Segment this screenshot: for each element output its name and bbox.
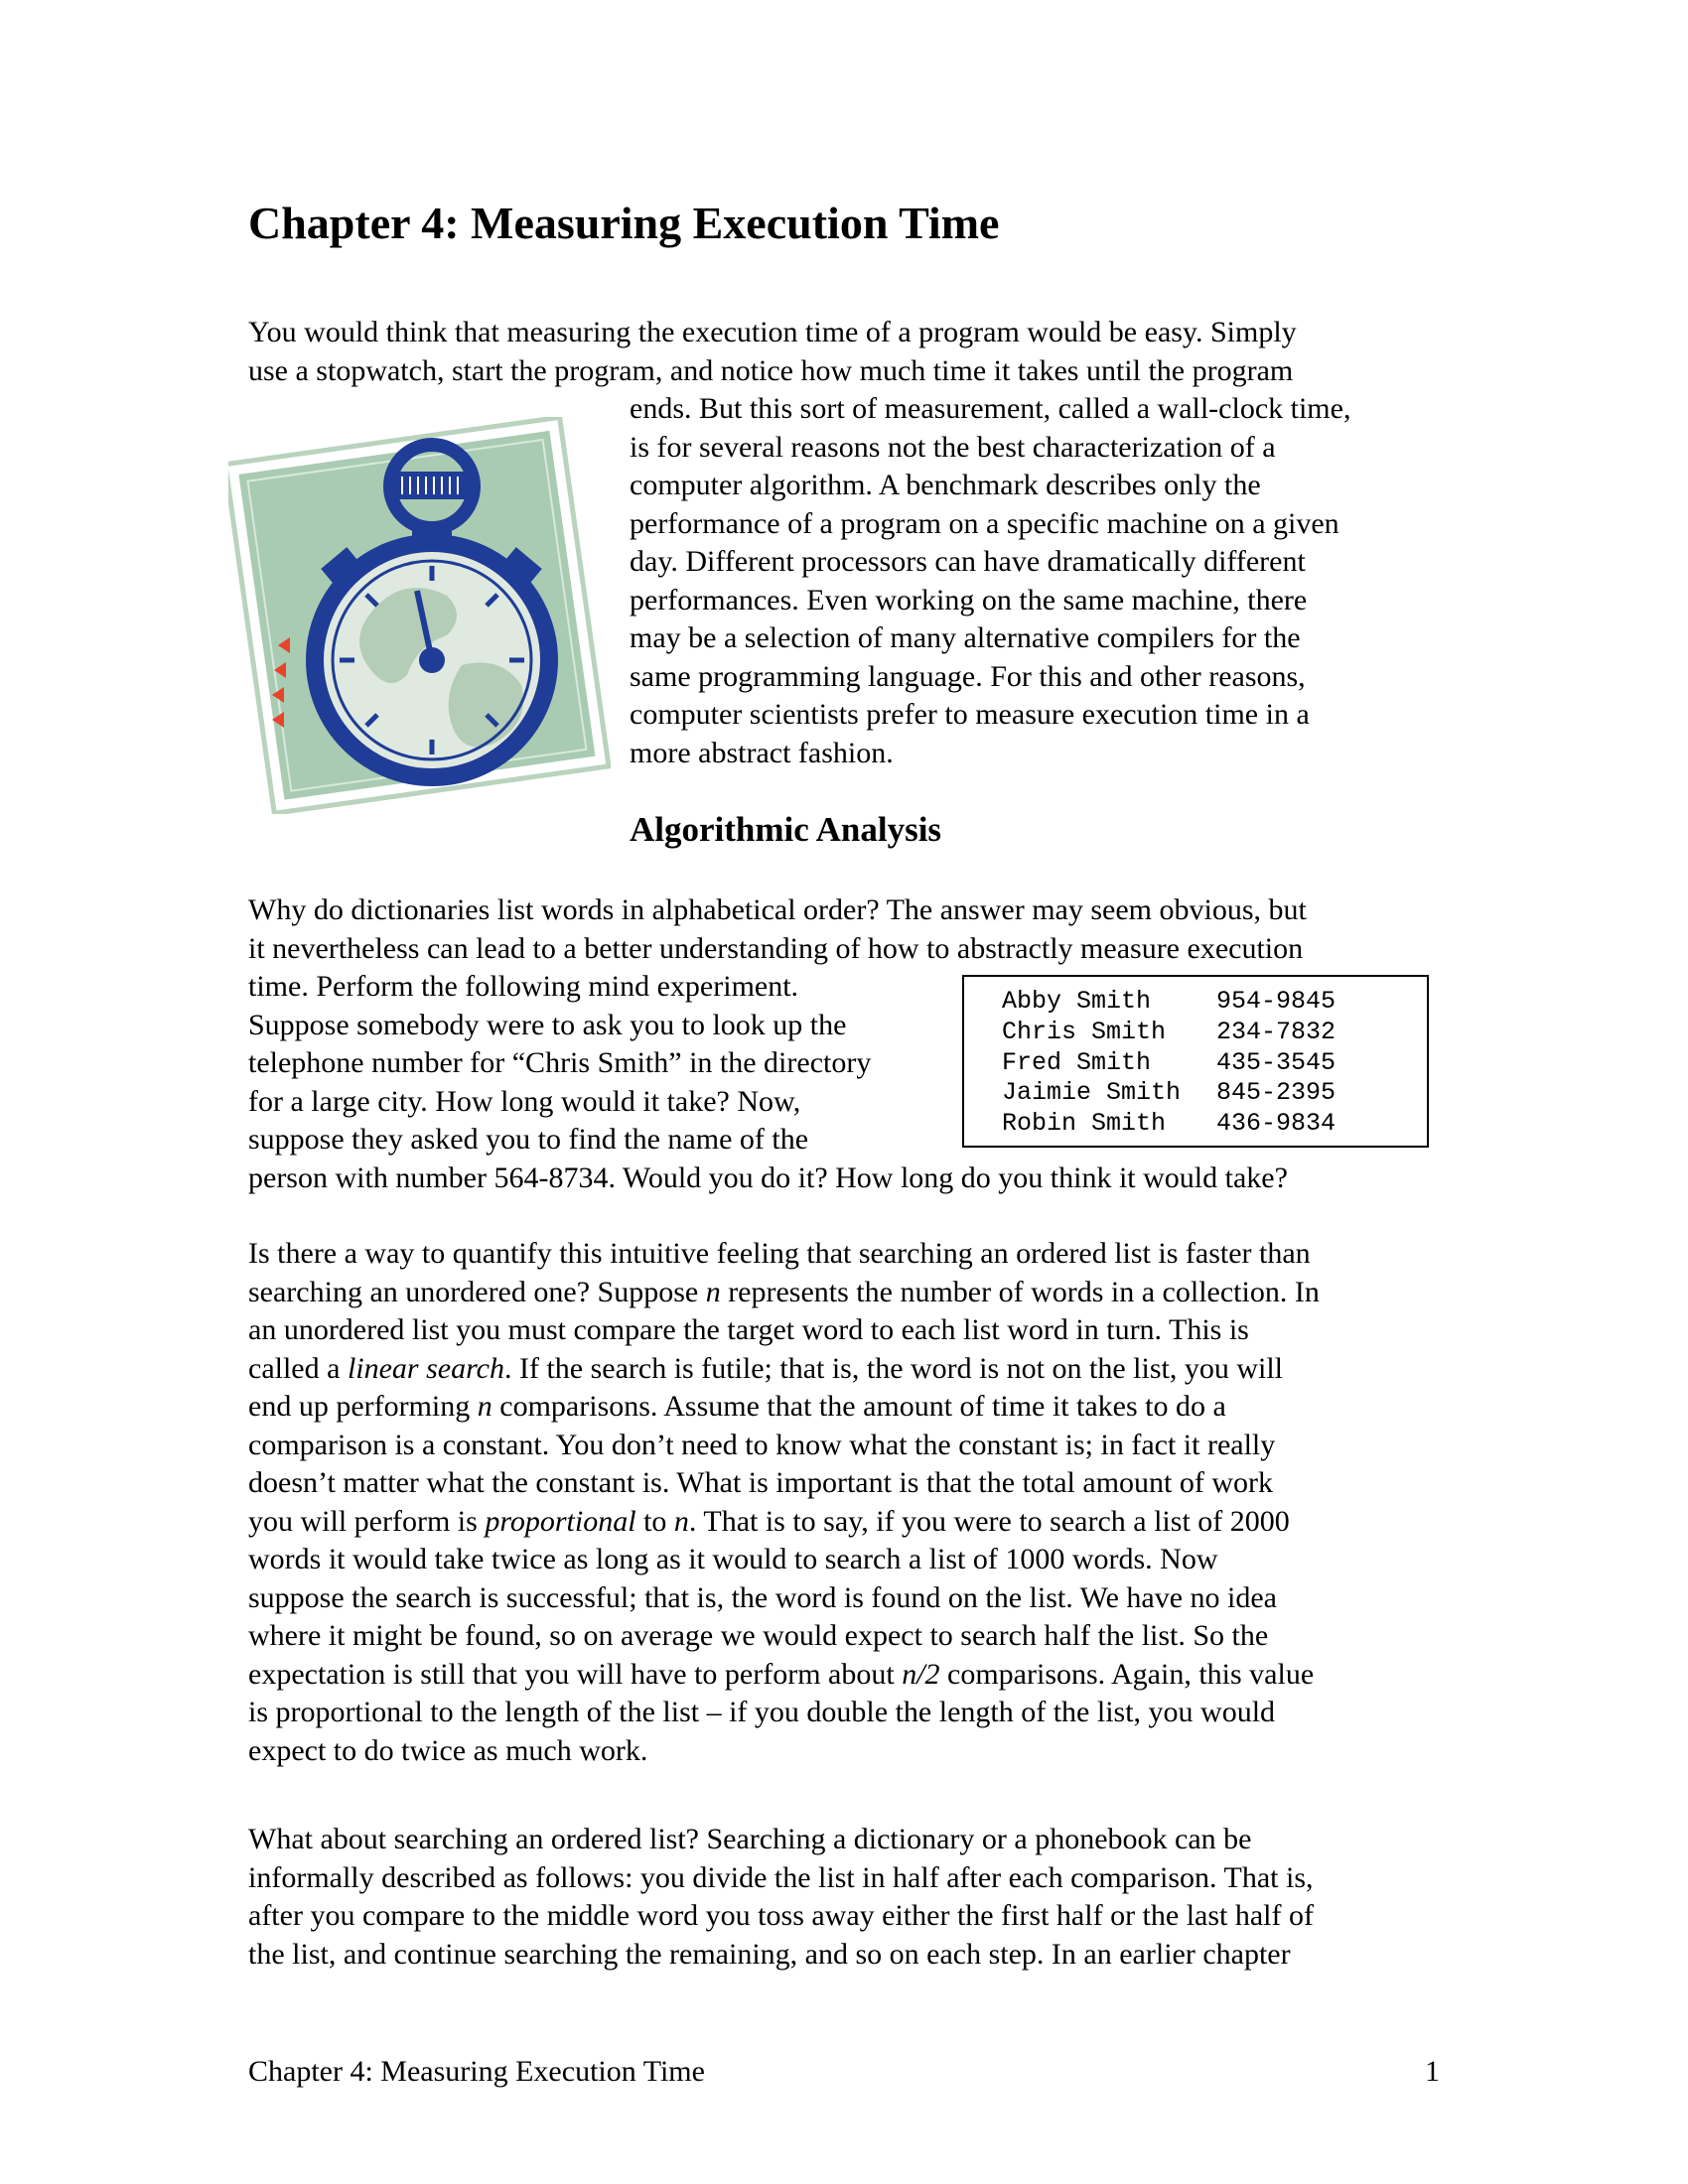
- ordered-search-paragraph: [248, 1821, 1314, 1974]
- dictionary-paragraph-side: [248, 968, 871, 1160]
- text-line: time. Perform the following mind experiment.: [248, 970, 799, 1003]
- text-line: computer scientists prefer to measure execution time in a: [630, 698, 1310, 731]
- text-segment: expectation is still that you will have to perform about: [248, 1657, 903, 1691]
- section-heading: Algorithmic Analysis: [630, 810, 942, 849]
- emphasized-term: n: [673, 1504, 689, 1538]
- phonebook-number: 435-3545: [1216, 1047, 1336, 1077]
- text-line: performance of a program on a specific machine on a given: [630, 506, 1339, 540]
- phonebook-row: [1002, 1048, 1427, 1079]
- text-line: Suppose somebody were to ask you to look up the: [248, 1008, 847, 1041]
- phonebook-row: [1002, 1109, 1427, 1140]
- text-line: use a stopwatch, start the program, and notice how much time it takes until the program: [248, 353, 1294, 387]
- text-segment: end up performing: [248, 1390, 478, 1423]
- text-segment: Is there a way to quantify this intuitive feeling that searching an ordered list is faster than: [248, 1237, 1311, 1270]
- text-segment: expect to do twice as much work.: [248, 1733, 648, 1767]
- phonebook-name: Chris Smith: [1002, 1017, 1167, 1046]
- text-line: [248, 1541, 1320, 1579]
- text-segment: you will perform is: [248, 1504, 486, 1538]
- text-line: [248, 1464, 1320, 1503]
- emphasized-term: n/2: [902, 1657, 940, 1691]
- phonebook-number: 845-2395: [1216, 1078, 1336, 1108]
- page-number: 1: [1425, 2055, 1440, 2088]
- phonebook-row: [1002, 987, 1427, 1018]
- text-line: is for several reasons not the best characterization of a: [630, 430, 1276, 464]
- text-line: more abstract fashion.: [630, 736, 894, 769]
- text-segment: words it would take twice as long as it would to search a list of 1000 words. Now: [248, 1543, 1218, 1575]
- text-line: [248, 1694, 1320, 1732]
- phonebook-number: 954-9845: [1216, 987, 1336, 1016]
- emphasized-term: n: [477, 1390, 492, 1423]
- text-line: ends. But this sort of measurement, called a wall-clock time,: [630, 392, 1351, 425]
- text-line: computer algorithm. A benchmark describes only the: [630, 469, 1261, 501]
- text-segment: comparisons. Assume that the amount of time it takes to do a: [492, 1390, 1226, 1423]
- text-line: [248, 1311, 1320, 1350]
- text-line: [248, 1617, 1320, 1656]
- dictionary-paragraph-bottom: [248, 1160, 1288, 1198]
- phonebook-table: [962, 975, 1429, 1148]
- linear-search-paragraph: [248, 1235, 1320, 1770]
- emphasized-term: proportional: [485, 1504, 636, 1538]
- text-line: it nevertheless can lead to a better understanding of how to abstractly measure execution: [248, 931, 1304, 965]
- phonebook-name: Jaimie Smith: [1002, 1078, 1182, 1108]
- text-line: day. Different processors can have dramatically different: [630, 545, 1306, 578]
- text-line: [248, 1503, 1320, 1542]
- text-line: after you compare to the middle word you toss away either the first half or the last half of: [248, 1899, 1314, 1932]
- text-line: [248, 1388, 1320, 1427]
- stopwatch-globe-icon: [228, 417, 611, 814]
- footer-chapter-title: Chapter 4: Measuring Execution Time: [248, 2055, 705, 2088]
- emphasized-term: linear search: [347, 1351, 504, 1385]
- text-line: [248, 1427, 1320, 1465]
- text-line: suppose they asked you to find the name of the: [248, 1123, 809, 1156]
- phonebook-number: 234-7832: [1216, 1017, 1336, 1046]
- text-line: [248, 1350, 1320, 1389]
- text-line: telephone number for “Chris Smith” in the directory: [248, 1046, 872, 1079]
- chapter-title: Chapter 4: Measuring Execution Time: [248, 198, 1000, 248]
- text-segment: . That is to say, if you were to search a list of 2000: [688, 1504, 1290, 1538]
- phonebook-name: Abby Smith: [1002, 987, 1152, 1016]
- text-segment: searching an unordered one? Suppose: [248, 1275, 706, 1308]
- text-line: for a large city. How long would it take? Now,: [248, 1084, 801, 1118]
- text-line: [248, 1656, 1320, 1695]
- phonebook-number: 436-9834: [1216, 1109, 1336, 1139]
- phonebook-row: [1002, 1018, 1427, 1048]
- text-line: informally described as follows: you divide the list in half after each comparison. That is,: [248, 1860, 1314, 1894]
- text-line: the list, and continue searching the remaining, and so on each step. In an earlier chapter: [248, 1937, 1291, 1971]
- text-segment: . If the search is futile; that is, the word is not on the list, you will: [503, 1351, 1284, 1385]
- text-segment: doesn’t matter what the constant is. What is important is that the total amount of work: [248, 1466, 1274, 1499]
- text-line: [248, 1235, 1320, 1274]
- text-line: You would think that measuring the execution time of a program would be easy. Simply: [248, 316, 1297, 348]
- text-segment: an unordered list you must compare the target word to each list word in turn. This is: [248, 1313, 1249, 1346]
- intro-paragraph-side: [630, 390, 1350, 772]
- text-line: [248, 1732, 1320, 1771]
- text-line: What about searching an ordered list? Searching a dictionary or a phonebook can be: [248, 1823, 1252, 1855]
- text-segment: to: [635, 1504, 674, 1538]
- phonebook-name: Robin Smith: [1002, 1109, 1167, 1139]
- text-line: [248, 1579, 1320, 1618]
- text-segment: comparison is a constant. You don’t need to know what the constant is; in fact it really: [248, 1428, 1276, 1461]
- text-segment: suppose the search is successful; that is, the word is found on the list. We have no idea: [248, 1580, 1277, 1614]
- intro-paragraph-top: [248, 314, 1297, 390]
- text-segment: comparisons. Again, this value: [939, 1657, 1315, 1691]
- phonebook-row: [1002, 1078, 1427, 1109]
- dictionary-paragraph-top: [248, 891, 1307, 968]
- emphasized-term: n: [705, 1275, 721, 1308]
- text-line: same programming language. For this and other reasons,: [630, 659, 1306, 693]
- text-segment: represents the number of words in a collection. In: [720, 1275, 1320, 1308]
- text-segment: where it might be found, so on average we would expect to search half the list. So the: [248, 1619, 1269, 1652]
- text-segment: called a: [248, 1351, 348, 1385]
- text-line: person with number 564-8734. Would you do it? How long do you think it would take?: [248, 1161, 1288, 1194]
- text-line: [248, 1274, 1320, 1312]
- text-line: may be a selection of many alternative compilers for the: [630, 621, 1301, 654]
- text-segment: is proportional to the length of the list – if you double the length of the list, you would: [248, 1696, 1276, 1728]
- text-line: performances. Even working on the same machine, there: [630, 583, 1308, 616]
- phonebook-name: Fred Smith: [1002, 1047, 1152, 1077]
- text-line: Why do dictionaries list words in alphabetical order? The answer may seem obvious, but: [248, 893, 1307, 926]
